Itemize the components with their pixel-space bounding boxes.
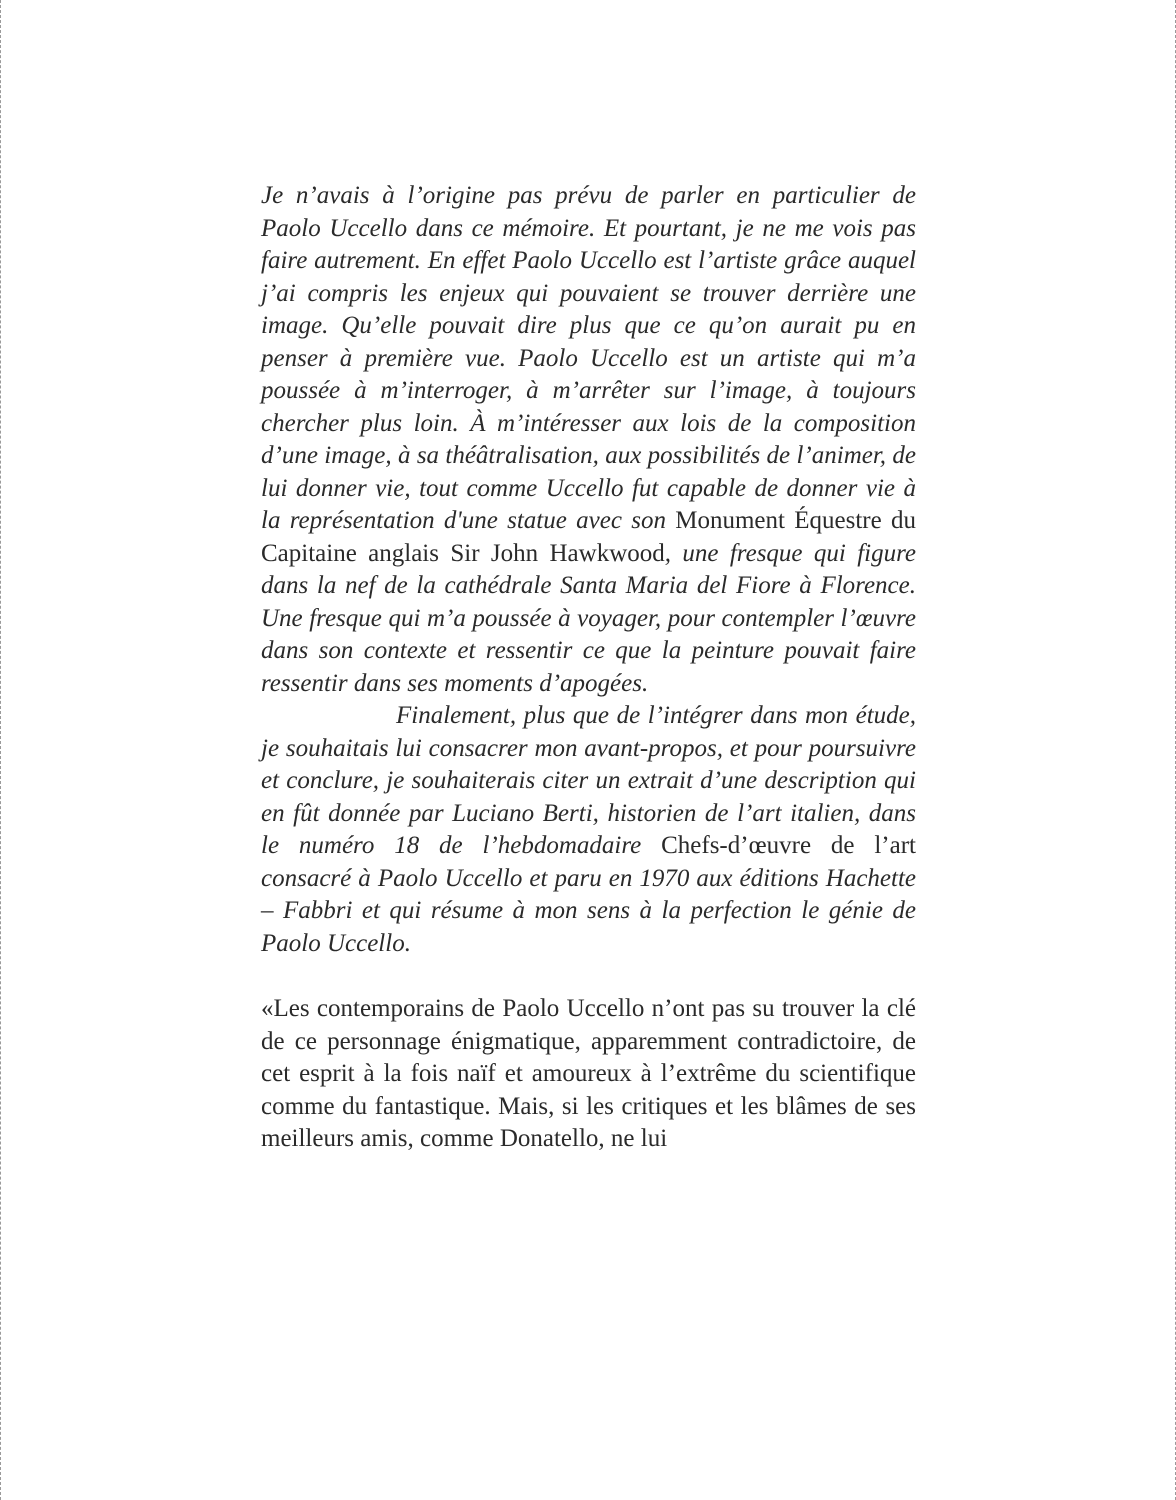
second-text-start: Finalement, plus que de l’intégrer dans mon étude, je souhaitais lui consacrer mon avant-propos, et pour poursuivre et conclure, je souhaiterais citer un extrait d’une description qui en fût donnée par Luciano Berti, historien de l’art italien, dans le numéro 18 de l’hebdomadaire: [261, 702, 916, 859]
work-title: Monument Équestre du Capitaine anglais Sir John Hawkwood: [261, 507, 916, 567]
quotation-paragraph: [261, 993, 916, 1156]
quotation-text: «Les contemporains de Paolo Uccello n’ont pas su trouver la clé de ce personnage énigmatique, apparemment contradictoire, de cet esprit à la fois naïf et amoureux à l’extrême du scientifique comme du fantastique. Mais, si les critiques et les blâmes de ses meilleurs amis, comme Donatello, ne lui: [261, 995, 916, 1152]
magazine-title: Chefs-d’œuvre de l’art: [661, 832, 916, 859]
intro-text-end: , une fresque qui figure dans la nef de la cathédrale Santa Maria del Fiore à Florence. Une fresque qui m’a poussée à voyager, pour contempler l’œuvre dans son contexte et ressentir ce que la peinture pouvait faire ressentir dans ses moments d’apogées.: [261, 539, 916, 697]
body-text: [261, 180, 916, 1156]
second-paragraph: [261, 700, 916, 960]
second-text-end: consacré à Paolo Uccello et paru en 1970 aux éditions Hachette – Fabbri et qui résume à mon sens à la perfection le génie de Paolo Uccello.: [261, 864, 916, 957]
intro-text-start: Je n’avais à l’origine pas prévu de parler en particulier de Paolo Uccello dans ce mémoire. Et pourtant, je ne me vois pas faire autrement. En effet Paolo Uccello est l’artiste grâce auquel j’ai compris les enjeux qui pouvaient se trouver derrière une image. Qu’elle pouvait dire plus que ce qu’on aurait pu en penser à première vue. Paolo Uccello est un artiste qui m’a poussée à m’interroger, à m’arrêter sur l’image, à toujours chercher plus loin. À m’intéresser aux lois de la composition d’une image, à sa théâtralisation, aux possibilités de l’animer, de lui donner vie, tout comme Uccello fut capable de donner vie à la représentation d'une statue avec son: [261, 182, 916, 534]
intro-paragraph: [261, 180, 916, 700]
